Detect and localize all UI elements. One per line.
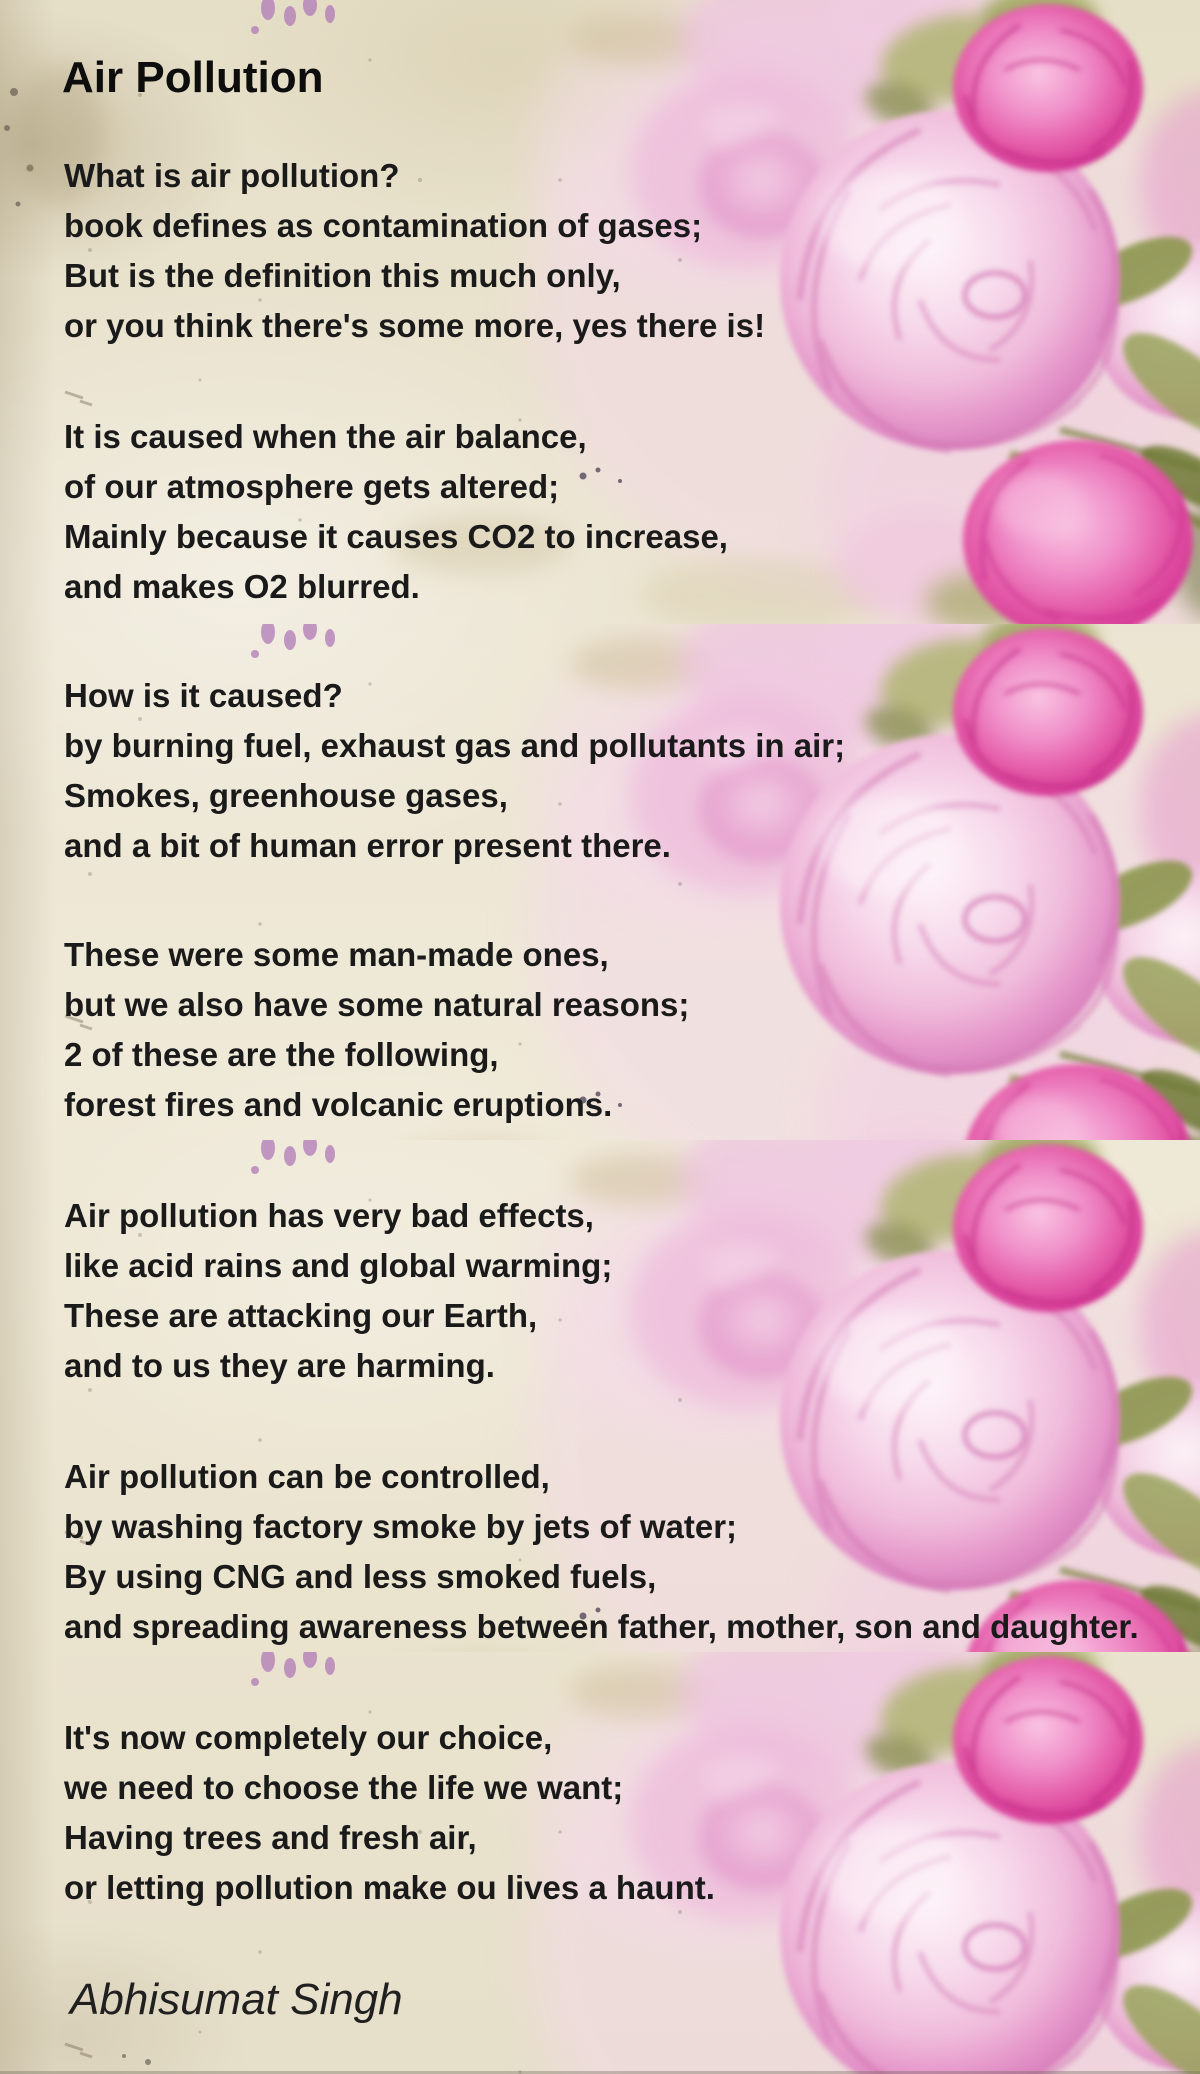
- poem-line: and to us they are harming.: [64, 1347, 495, 1384]
- poem-line: or letting pollution make ou lives a haunt.: [64, 1869, 715, 1906]
- poem-line: It's now completely our choice,: [64, 1719, 553, 1756]
- poem-line: These are attacking our Earth,: [64, 1297, 538, 1334]
- stanza-3: [64, 671, 845, 871]
- poem-line: and a bit of human error present there.: [64, 827, 671, 864]
- poem-line: But is the definition this much only,: [64, 257, 621, 294]
- poem-line: Air pollution has very bad effects,: [64, 1197, 594, 1234]
- stanza-2: [64, 412, 728, 612]
- poem-line: by washing factory smoke by jets of water;: [64, 1508, 738, 1545]
- stanza-7: [64, 1713, 715, 1913]
- poem-line: Air pollution can be controlled,: [64, 1458, 550, 1495]
- stanza-1: [64, 151, 765, 351]
- poem-line: by burning fuel, exhaust gas and pollutants in air;: [64, 727, 846, 764]
- poem-line: of our atmosphere gets altered;: [64, 468, 560, 505]
- poem-author: Abhisumat Singh: [70, 1975, 403, 2024]
- poem-line: and spreading awareness between father, mother, son and daughter.: [64, 1608, 1139, 1645]
- poem-line: 2 of these are the following,: [64, 1036, 499, 1073]
- stanza-6: [64, 1452, 1139, 1652]
- poem-line: It is caused when the air balance,: [64, 418, 587, 455]
- poem-line: Mainly because it causes CO2 to increase,: [64, 518, 728, 555]
- stanza-5: [64, 1191, 612, 1391]
- poem-line: and makes O2 blurred.: [64, 568, 420, 605]
- poem-line: we need to choose the life we want;: [64, 1769, 624, 1806]
- poem-line: These were some man-made ones,: [64, 936, 609, 973]
- poem-line: or you think there's some more, yes there is!: [64, 307, 766, 344]
- poem-line: forest fires and volcanic eruptions.: [64, 1086, 613, 1123]
- poem-line: like acid rains and global warming;: [64, 1247, 613, 1284]
- poem-line: How is it caused?: [64, 677, 343, 714]
- poem-title: Air Pollution: [62, 53, 324, 102]
- poem-line: Smokes, greenhouse gases,: [64, 777, 508, 814]
- poem-line: but we also have some natural reasons;: [64, 986, 690, 1023]
- poem-line: book defines as contamination of gases;: [64, 207, 703, 244]
- poem-line: By using CNG and less smoked fuels,: [64, 1558, 657, 1595]
- poem-line: What is air pollution?: [64, 157, 400, 194]
- poem-line: Having trees and fresh air,: [64, 1819, 477, 1856]
- stanza-4: [64, 930, 689, 1130]
